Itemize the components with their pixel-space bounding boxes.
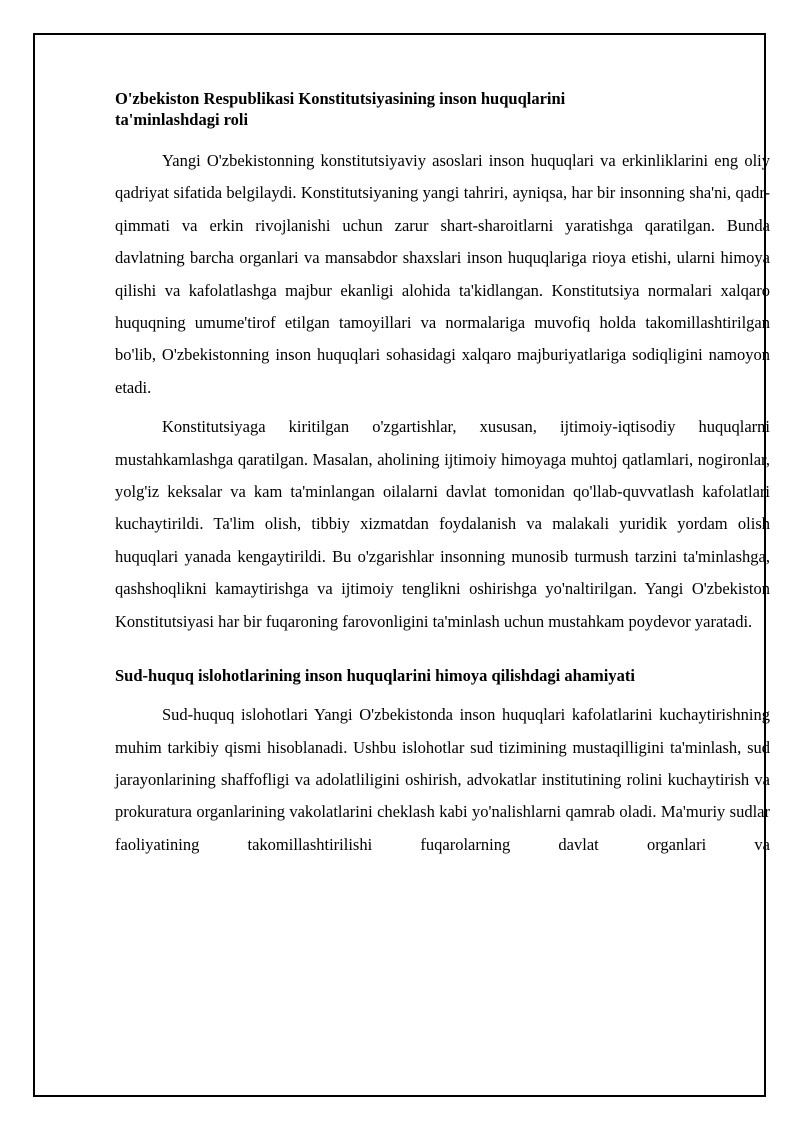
section-heading-judicial-reforms: Sud-huquq islohotlarining inson huquqlarini himoya qilishdagi ahamiyati [115, 666, 635, 686]
section-heading-constitution-role: O'zbekiston Respublikasi Konstitutsiyasining inson huquqlarini ta'minlashdagi roli [115, 89, 566, 129]
document-body [115, 88, 770, 861]
paragraph-constitutional-foundations: Yangi O'zbekistonning konstitutsiyaviy asoslari inson huquqlari va erkinliklarini eng oliy qadriyat sifatida belgilaydi. Konstitutsiyaning yangi tahriri, ayniqsa, har bir insonning sha'ni, qadr-qimmati va erkin rivojlanishi uchun zarur shart-sharoitlarni yaratishga qaratilgan. Bunda davlatning barcha organlari va mansabdor shaxslari inson huquqlariga rioya etishi, ularni himoya qilishi va kafolatlashga majbur ekanligi alohida ta'kidlangan. Konstitutsiya normalari xalqaro huquqning umume'tirof etilgan tamoyillari va normalariga muvofiq holda takomillashtirilgan bo'lib, O'zbekistonning inson huquqlari sohasidagi xalqaro majburiyatlariga sodiqligini namoyon etadi. [115, 151, 770, 397]
paragraph-constitutional-amendments: Konstitutsiyaga kiritilgan o'zgartishlar, xususan, ijtimoiy-iqtisodiy huquqlarni mustahkamlashga qaratilgan. Masalan, aholining ijtimoiy himoyaga muhtoj qatlamlari, nogironlar, yolg'iz keksalar va kam ta'minlangan oilalarni davlat tomonidan qo'llab-quvvatlash kafolatlari kuchaytirildi. Ta'lim olish, tibbiy xizmatdan foydalanish va malakali yuridik yordam olish huquqlari yanada kengaytirildi. Bu o'zgarishlar insonning munosib turmush tarzini ta'minlashga, qashshoqlikni kamaytirishga va ijtimoiy tenglikni oshirishga yo'naltirilgan. Yangi O'zbekiston Konstitutsiyasi har bir fuqaroning farovonligini ta'minlash uchun mustahkam poydevor yaratadi. [115, 417, 770, 631]
paragraph-judicial-reforms: Sud-huquq islohotlari Yangi O'zbekistonda inson huquqlari kafolatlarini kuchaytirishning muhim tarkibiy qismi hisoblanadi. Ushbu islohotlar sud tizimining mustaqilligini ta'minlash, sud jarayonlarining shaffofligi va adolatliligini oshirish, advokatlar institutining rolini kuchaytirish va prokuratura organlarining vakolatlarini cheklash kabi yo'nalishlarni qamrab oladi. Ma'muriy sudlar faoliyatining takomillashtirilishi fuqarolarning davlat organlari va [115, 705, 770, 854]
